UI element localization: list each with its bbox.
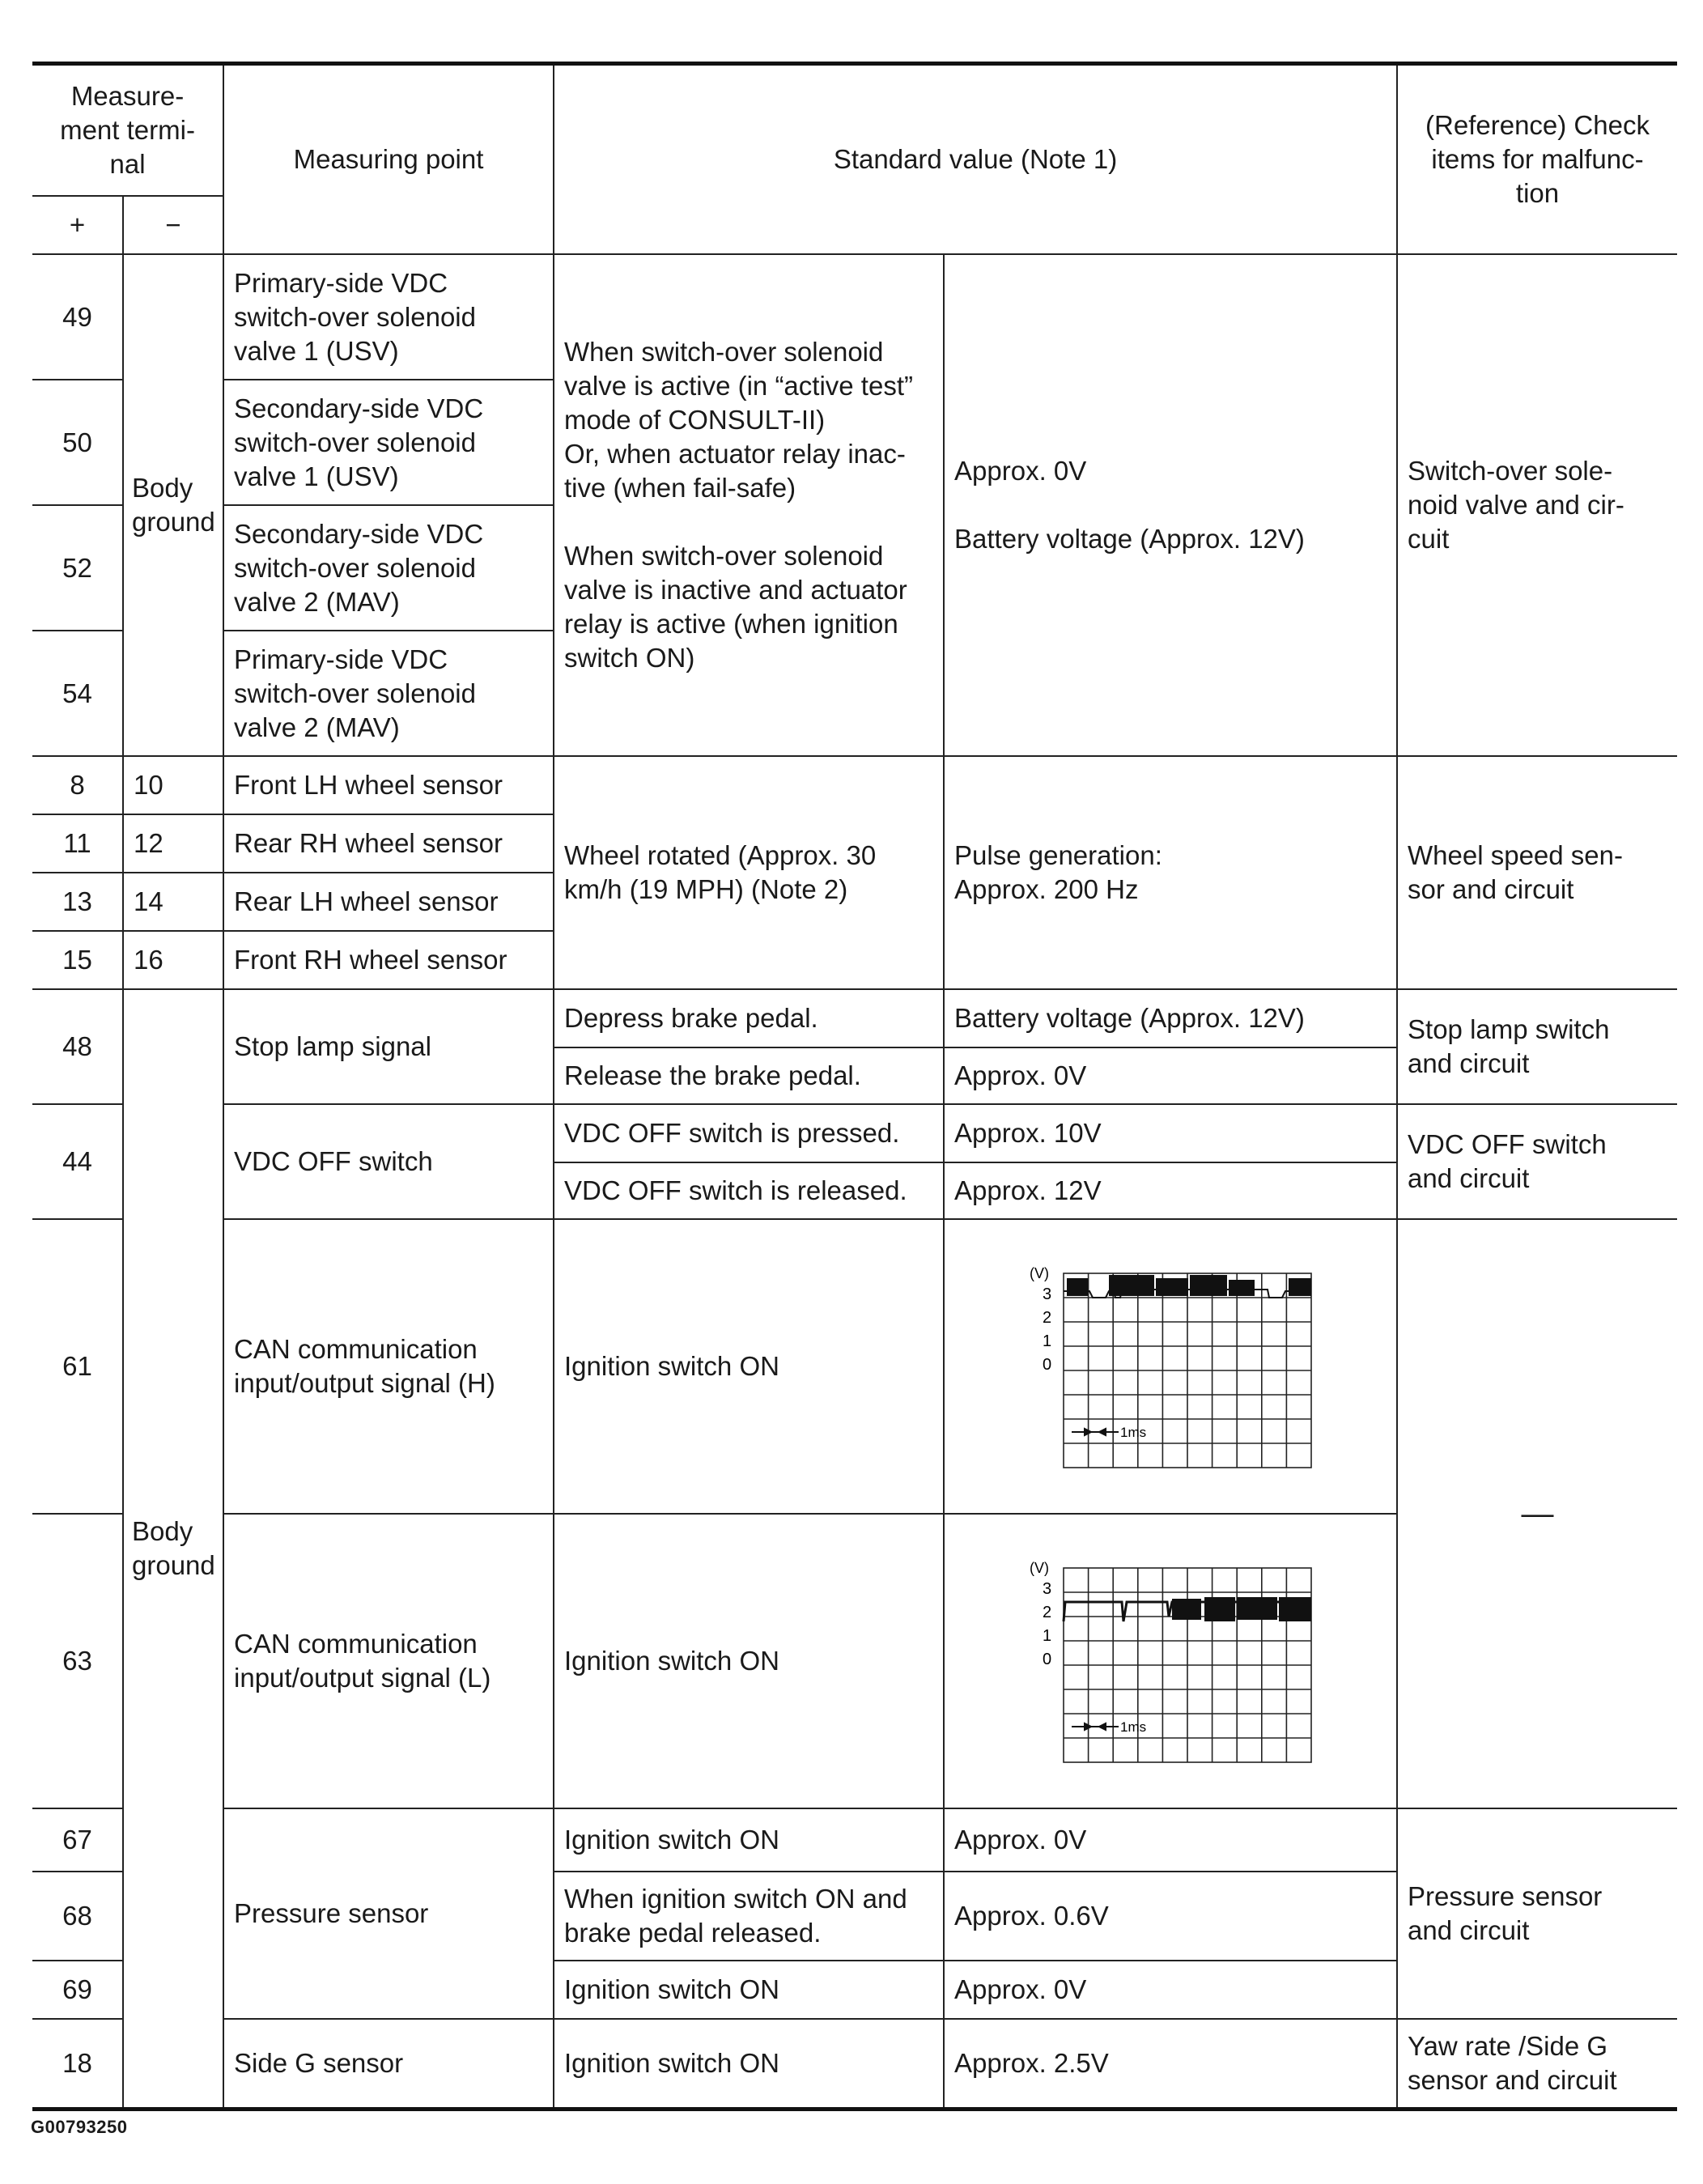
wheel-minus-terminal: 10 [123, 756, 223, 814]
stop-lamp-condition-depress: Depress brake pedal. [554, 989, 944, 1047]
pressure-value: Approx. 0V [944, 1961, 1397, 2019]
stop-lamp-condition-release: Release the brake pedal. [554, 1047, 944, 1104]
pressure-condition: Ignition switch ON [554, 1961, 944, 2019]
header-measurement-terminal: Measure- ment termi- nal [32, 64, 223, 197]
can-h-waveform-cell [944, 1219, 1397, 1514]
vdc-off-condition-pressed: VDC OFF switch is pressed. [554, 1104, 944, 1162]
stop-lamp-value-depress: Battery voltage (Approx. 12V) [944, 989, 1397, 1047]
point-can-l: CAN communication input/output signal (L) [223, 1514, 554, 1808]
wheel-sensor-point: Rear RH wheel sensor [223, 814, 554, 873]
pressure-value: Approx. 0V [944, 1808, 1397, 1872]
point-vdc-off-switch: VDC OFF switch [223, 1104, 554, 1219]
pressure-condition: When ignition switch ON and brake pedal released. [554, 1872, 944, 1961]
point-pressure-sensor: Pressure sensor [223, 1808, 554, 2019]
figure-code: G00793250 [31, 2117, 128, 2137]
can-h-condition: Ignition switch ON [554, 1219, 944, 1514]
header-check-items: (Reference) Check items for malfunc- tion [1397, 64, 1677, 255]
can-l-time-marker [1072, 1723, 1119, 1730]
usv-condition-inactive: When switch-over solenoid valve is inactive and actuator relay is active (when ignition switch ON) [564, 541, 907, 673]
wheel-plus-terminal: 13 [32, 873, 123, 931]
terminal-61: 61 [32, 1219, 123, 1514]
terminal-18: 18 [32, 2019, 123, 2110]
header-plus: + [32, 196, 123, 254]
terminal-69: 69 [32, 1961, 123, 2019]
can-l-waveform-cell [944, 1514, 1397, 1808]
wheel-check-items: Wheel speed sen- sor and circuit [1397, 756, 1677, 989]
terminal-52: 52 [32, 505, 123, 631]
wheel-plus-terminal: 15 [32, 931, 123, 989]
pressure-condition: Ignition switch ON [554, 1808, 944, 1872]
can-l-condition: Ignition switch ON [554, 1514, 944, 1808]
header-standard-value: Standard value (Note 1) [554, 64, 1397, 255]
wheel-sensor-point: Front RH wheel sensor [223, 931, 554, 989]
wheel-minus-terminal: 12 [123, 814, 223, 873]
wheel-minus-terminal: 16 [123, 931, 223, 989]
can-h-tick: 2 [1043, 1309, 1052, 1327]
point-can-h: CAN communication input/output signal (H) [223, 1219, 554, 1514]
header-measuring-point: Measuring point [223, 64, 554, 255]
terminal-54: 54 [32, 631, 123, 756]
pressure-check-items: Pressure sensor and circuit [1397, 1808, 1677, 2019]
can-l-unit: (V) [1030, 1560, 1050, 1576]
side-g-check-items: Yaw rate /Side G sensor and circuit [1397, 2019, 1677, 2110]
stop-lamp-value-release: Approx. 0V [944, 1047, 1397, 1104]
wheel-plus-terminal: 8 [32, 756, 123, 814]
can-l-tick: 3 [1043, 1580, 1052, 1598]
vdc-off-check-items: VDC OFF switch and circuit [1397, 1104, 1677, 1219]
wheel-value: Pulse generation: Approx. 200 Hz [944, 756, 1397, 989]
wheel-plus-terminal: 11 [32, 814, 123, 873]
can-h-waveform [1025, 1262, 1316, 1471]
can-h-tick: 1 [1043, 1332, 1052, 1350]
can-h-tick: 0 [1043, 1356, 1052, 1374]
can-check-items: — [1397, 1219, 1677, 1808]
can-h-time-marker [1072, 1429, 1119, 1435]
terminal-49: 49 [32, 254, 123, 380]
vdc-off-value-released: Approx. 12V [944, 1162, 1397, 1219]
usv-check-items: Switch-over sole- noid valve and cir- cuit [1397, 254, 1677, 756]
can-h-time-label: 1ms [1120, 1425, 1147, 1440]
wheel-condition: Wheel rotated (Approx. 30 km/h (19 MPH) (Note 2) [554, 756, 944, 989]
can-h-signal [1064, 1275, 1311, 1298]
header-minus: − [123, 196, 223, 254]
side-g-condition: Ignition switch ON [554, 2019, 944, 2110]
usv-values [944, 254, 1397, 756]
can-h-grid [1064, 1273, 1311, 1468]
pressure-value: Approx. 0.6V [944, 1872, 1397, 1961]
can-l-signal [1064, 1597, 1311, 1621]
point-primary-mav: Primary-side VDC switch-over solenoid valve 2 (MAV) [223, 631, 554, 756]
wheel-sensor-point: Front LH wheel sensor [223, 756, 554, 814]
wheel-minus-terminal: 14 [123, 873, 223, 931]
terminal-48: 48 [32, 989, 123, 1104]
can-h-tick: 3 [1043, 1285, 1052, 1303]
terminal-67: 67 [32, 1808, 123, 1872]
can-l-tick: 0 [1043, 1651, 1052, 1668]
wheel-sensor-point: Rear LH wheel sensor [223, 873, 554, 931]
usv-value-active: Approx. 0V [954, 456, 1087, 486]
usv-conditions [554, 254, 944, 756]
point-secondary-mav: Secondary-side VDC switch-over solenoid valve 2 (MAV) [223, 505, 554, 631]
vdc-off-condition-released: VDC OFF switch is released. [554, 1162, 944, 1219]
terminal-68: 68 [32, 1872, 123, 1961]
stop-lamp-check-items: Stop lamp switch and circuit [1397, 989, 1677, 1104]
point-secondary-usv: Secondary-side VDC switch-over solenoid valve 1 (USV) [223, 380, 554, 505]
can-l-waveform [1025, 1557, 1316, 1765]
vdc-off-value-pressed: Approx. 10V [944, 1104, 1397, 1162]
side-g-value: Approx. 2.5V [944, 2019, 1397, 2110]
can-l-tick: 2 [1043, 1604, 1052, 1621]
can-h-unit: (V) [1030, 1265, 1050, 1281]
usv-value-inactive: Battery voltage (Approx. 12V) [954, 524, 1305, 554]
terminal-63: 63 [32, 1514, 123, 1808]
can-l-tick: 1 [1043, 1627, 1052, 1645]
point-primary-usv: Primary-side VDC switch-over solenoid valve 1 (USV) [223, 254, 554, 380]
can-l-time-label: 1ms [1120, 1719, 1147, 1735]
terminal-50: 50 [32, 380, 123, 505]
body-ground-label: Body ground [123, 254, 223, 756]
terminal-spec-table [32, 62, 1677, 2111]
point-side-g-sensor: Side G sensor [223, 2019, 554, 2110]
spec-table-container [32, 62, 1677, 2111]
body-ground-label: Body ground [123, 989, 223, 2110]
point-stop-lamp: Stop lamp signal [223, 989, 554, 1104]
terminal-44: 44 [32, 1104, 123, 1219]
usv-condition-active: When switch-over solenoid valve is active (in “active test” mode of CONSULT-II) Or, when actuator relay inac- tive (when fail-safe) [564, 337, 913, 503]
